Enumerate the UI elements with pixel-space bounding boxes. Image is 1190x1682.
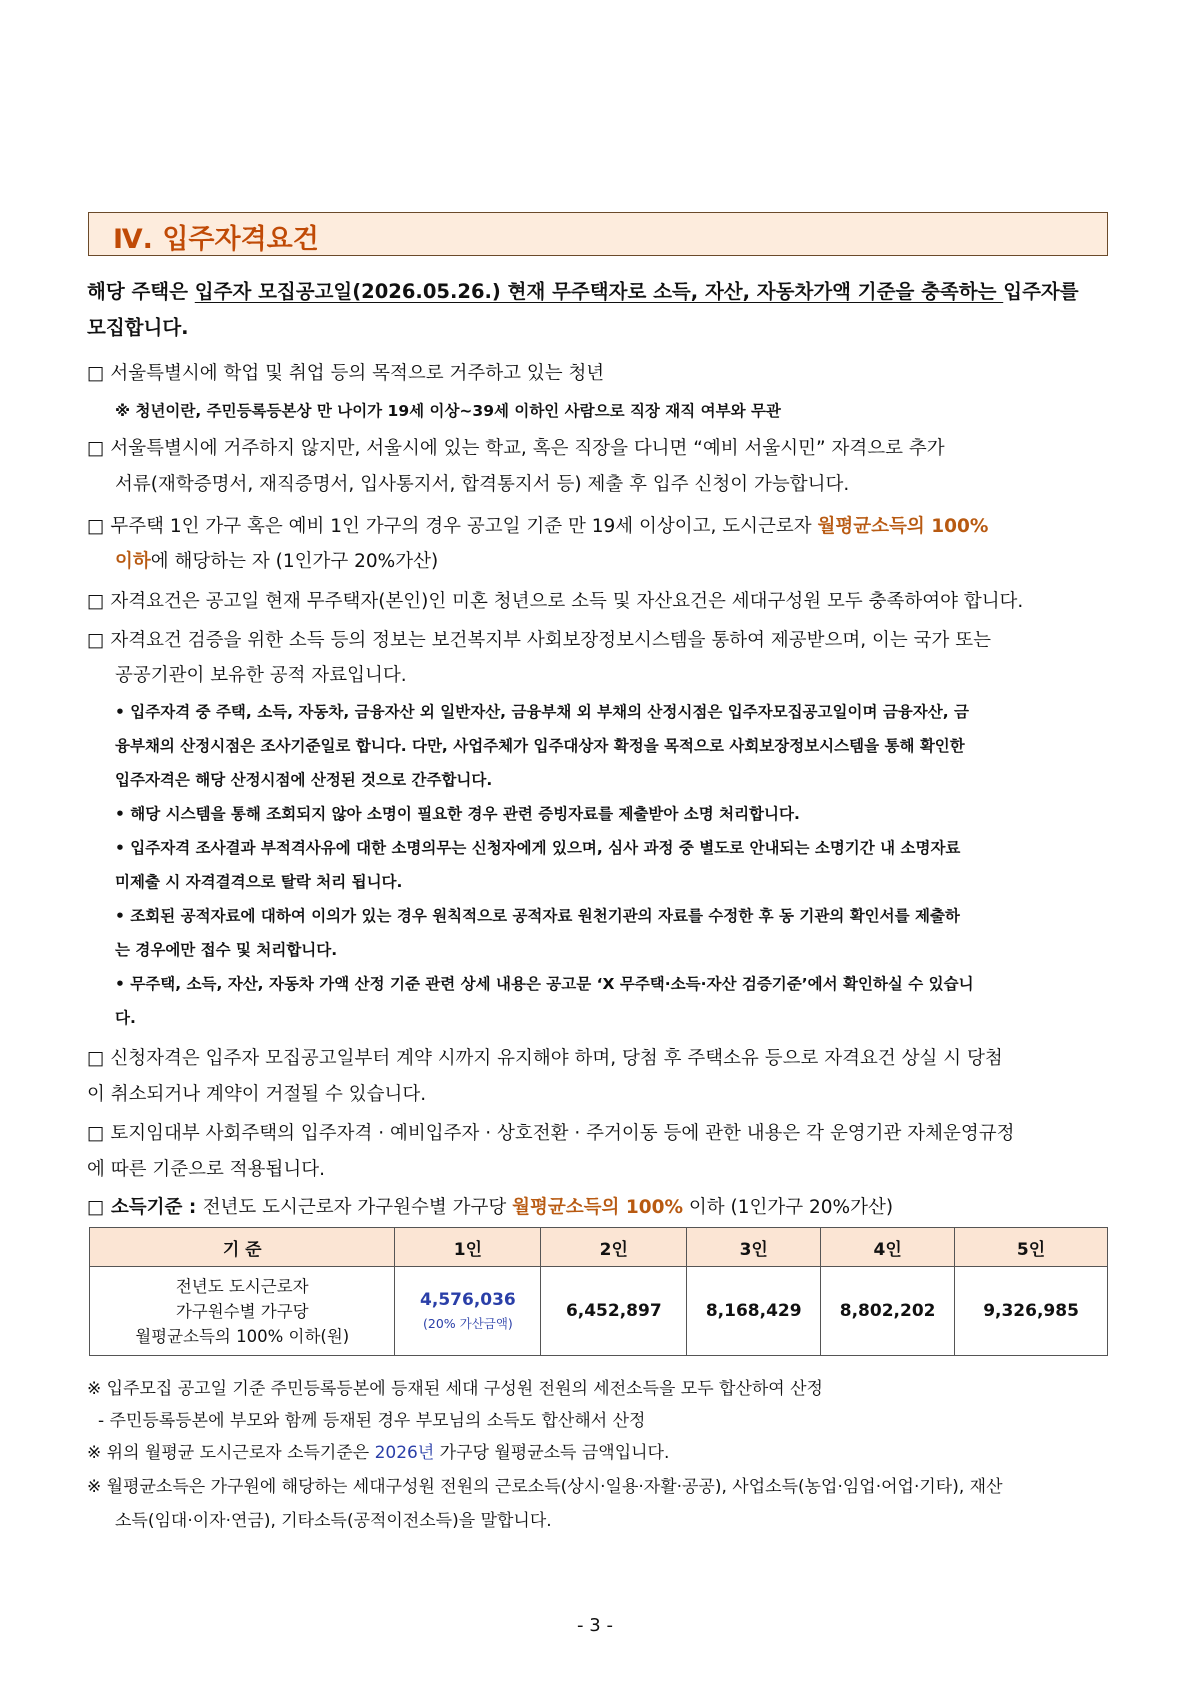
item-single-pre: □ 무주택 1인 가구 혹은 예비 1인 가구의 경우 공고일 기준 만 19세 이상이고, 도시근로자	[87, 516, 818, 537]
item-unmarried: □ 자격요건은 공고일 현재 무주택자(본인)인 미혼 청년으로 소득 및 자산요건은 세대구성원 모두 충족하여야 합니다.	[87, 591, 1024, 612]
table-row	[90, 1267, 1108, 1356]
item-land-lease-l2: 에 따른 기준으로 적용됩니다.	[87, 1159, 325, 1180]
table-cell-1-person	[395, 1267, 541, 1356]
table-header: 2인	[541, 1228, 687, 1267]
bullet-line: • 입주자격 조사결과 부적격사유에 대한 소명의무는 신청자에게 있으며, 심사 과정 중 별도로 안내되는 소명기간 내 소명자료	[115, 839, 961, 857]
cell-sub-note: (20% 가산금액)	[423, 1316, 513, 1331]
bullet-line: • 해당 시스템을 통해 조회되지 않아 소명이 필요한 경우 관련 증빙자료를 제출받아 소명 처리합니다.	[115, 805, 800, 823]
table-header: 4인	[821, 1228, 955, 1267]
item-prospective-l1: □ 서울특별시에 거주하지 않지만, 서울시에 있는 학교, 혹은 직장을 다니면 “예비 서울시민” 자격으로 추가	[87, 438, 945, 459]
item-youth-note: ※ 청년이란, 주민등록등본상 만 나이가 19세 이상~39세 이하인 사람으로 직장 재직 여부와 무관	[115, 402, 781, 420]
intro-pre: 해당 주택은	[87, 280, 195, 303]
section-header	[88, 212, 1108, 256]
bullet-line: 미제출 시 자격결격으로 탈락 처리 됩니다.	[115, 873, 403, 891]
footnote-1: ※ 입주모집 공고일 기준 주민등록등본에 등재된 세대 구성원 전원의 세전소득을 모두 합산하여 산정	[87, 1379, 823, 1399]
item-land-lease-l1: □ 토지임대부 사회주택의 입주자격 · 예비입주자 · 상호전환 · 주거이동 등에 관한 내용은 각 운영기관 자체운영규정	[87, 1123, 1015, 1144]
table-cell: 8,168,429	[687, 1267, 821, 1356]
footnote-2-post: 가구당 월평균소득 금액입니다.	[434, 1443, 670, 1463]
table-header: 기 준	[90, 1228, 395, 1267]
footnote-3-l2: 소득(임대·이자·연금), 기타소득(공적이전소득)을 말합니다.	[115, 1511, 552, 1531]
item-maintain-l1: □ 신청자격은 입주자 모집공고일부터 계약 시까지 유지해야 하며, 당첨 후 주택소유 등으로 자격요건 상실 시 당첨	[87, 1048, 1003, 1069]
table-cell: 8,802,202	[821, 1267, 955, 1356]
intro-post: 입주자를	[1003, 280, 1079, 303]
section-title: Ⅳ. 입주자격요건	[113, 224, 319, 255]
bullet-line: • 무주택, 소득, 자산, 자동차 가액 산정 기준 관련 상세 내용은 공고문 ‘X 무주택·소득·자산 검증기준’에서 확인하실 수 있습니	[115, 975, 974, 993]
item-youth: □ 서울특별시에 학업 및 취업 등의 목적으로 거주하고 있는 청년	[87, 363, 605, 384]
item-single-l1	[87, 512, 988, 538]
table-header: 1인	[395, 1228, 541, 1267]
page-number: - 3 -	[577, 1615, 613, 1636]
item-single-highlight: 월평균소득의 100%	[817, 516, 989, 537]
footnote-3-l1: ※ 월평균소득은 가구원에 해당하는 세대구성원 전원의 근로소득(상시·일용·자활·공공), 사업소득(농업·임업·어업·기타), 재산	[87, 1477, 1003, 1497]
footnote-2-year: 2026년	[374, 1443, 435, 1463]
footnote-2-pre: ※ 위의 월평균 도시근로자 소득기준은	[87, 1443, 375, 1463]
item-single-post: 에 해당하는 자 (1인가구 20%가산)	[150, 551, 439, 572]
table-header: 5인	[955, 1228, 1108, 1267]
income-table	[89, 1227, 1108, 1356]
income-criteria-highlight: 월평균소득의 100%	[512, 1197, 683, 1218]
table-header-row	[90, 1228, 1108, 1267]
cell-value: 4,576,036	[420, 1290, 516, 1310]
bullet-line: • 조회된 공적자료에 대하여 이의가 있는 경우 원칙적으로 공적자료 원천기관의 자료를 수정한 후 동 기관의 확인서를 제출하	[115, 907, 960, 925]
income-criteria	[87, 1193, 893, 1219]
income-criteria-pre: 전년도 도시근로자 가구원수별 가구당	[202, 1197, 513, 1218]
bullet-line: • 입주자격 중 주택, 소득, 자동차, 금융자산 외 일반자산, 금융부채 외 부채의 산정시점은 입주자모집공고일이며 금융자산, 금	[115, 703, 969, 721]
intro-line-2: 모집합니다.	[87, 316, 189, 339]
item-verification-l1: □ 자격요건 검증을 위한 소득 등의 정보는 보건복지부 사회보장정보시스템을 통하여 제공받으며, 이는 국가 또는	[87, 630, 992, 651]
bullet-line: 는 경우에만 접수 및 처리합니다.	[115, 941, 338, 959]
row-label-line: 가구원수별 가구당	[175, 1301, 309, 1321]
table-header: 3인	[687, 1228, 821, 1267]
bullet-line: 입주자격은 해당 산정시점에 산정된 것으로 간주합니다.	[115, 771, 493, 789]
table-cell: 9,326,985	[955, 1267, 1108, 1356]
item-single-l2	[115, 547, 438, 573]
item-single-highlight-2: 이하	[115, 551, 151, 572]
intro-line-1	[87, 276, 1079, 304]
table-cell: 6,452,897	[541, 1267, 687, 1356]
income-criteria-label: □ 소득기준 :	[87, 1197, 203, 1218]
income-criteria-post: 이하 (1인가구 20%가산)	[682, 1197, 894, 1218]
item-prospective-l2: 서류(재학증명서, 재직증명서, 입사통지서, 합격통지서 등) 제출 후 입주 신청이 가능합니다.	[115, 474, 850, 495]
footnote-2	[87, 1438, 669, 1463]
item-verification-l2: 공공기관이 보유한 공적 자료입니다.	[115, 665, 407, 686]
intro-underlined: 입주자 모집공고일(2026.05.26.) 현재 무주택자로 소득, 자산, 자동차가액 기준을 충족하는	[194, 280, 1004, 303]
bullet-line: 다.	[115, 1009, 136, 1027]
bullet-line: 융부채의 산정시점은 조사기준일로 합니다. 다만, 사업주체가 입주대상자 확정을 목적으로 사회보장정보시스템을 통해 확인한	[115, 737, 965, 755]
table-row-label	[90, 1267, 395, 1356]
footnote-1-sub: - 주민등록등본에 부모와 함께 등재된 경우 부모님의 소득도 합산해서 산정	[98, 1411, 646, 1431]
item-maintain-l2: 이 취소되거나 계약이 거절될 수 있습니다.	[87, 1084, 427, 1105]
row-label-line: 월평균소득의 100% 이하(원)	[135, 1326, 350, 1346]
row-label-line: 전년도 도시근로자	[175, 1276, 309, 1296]
